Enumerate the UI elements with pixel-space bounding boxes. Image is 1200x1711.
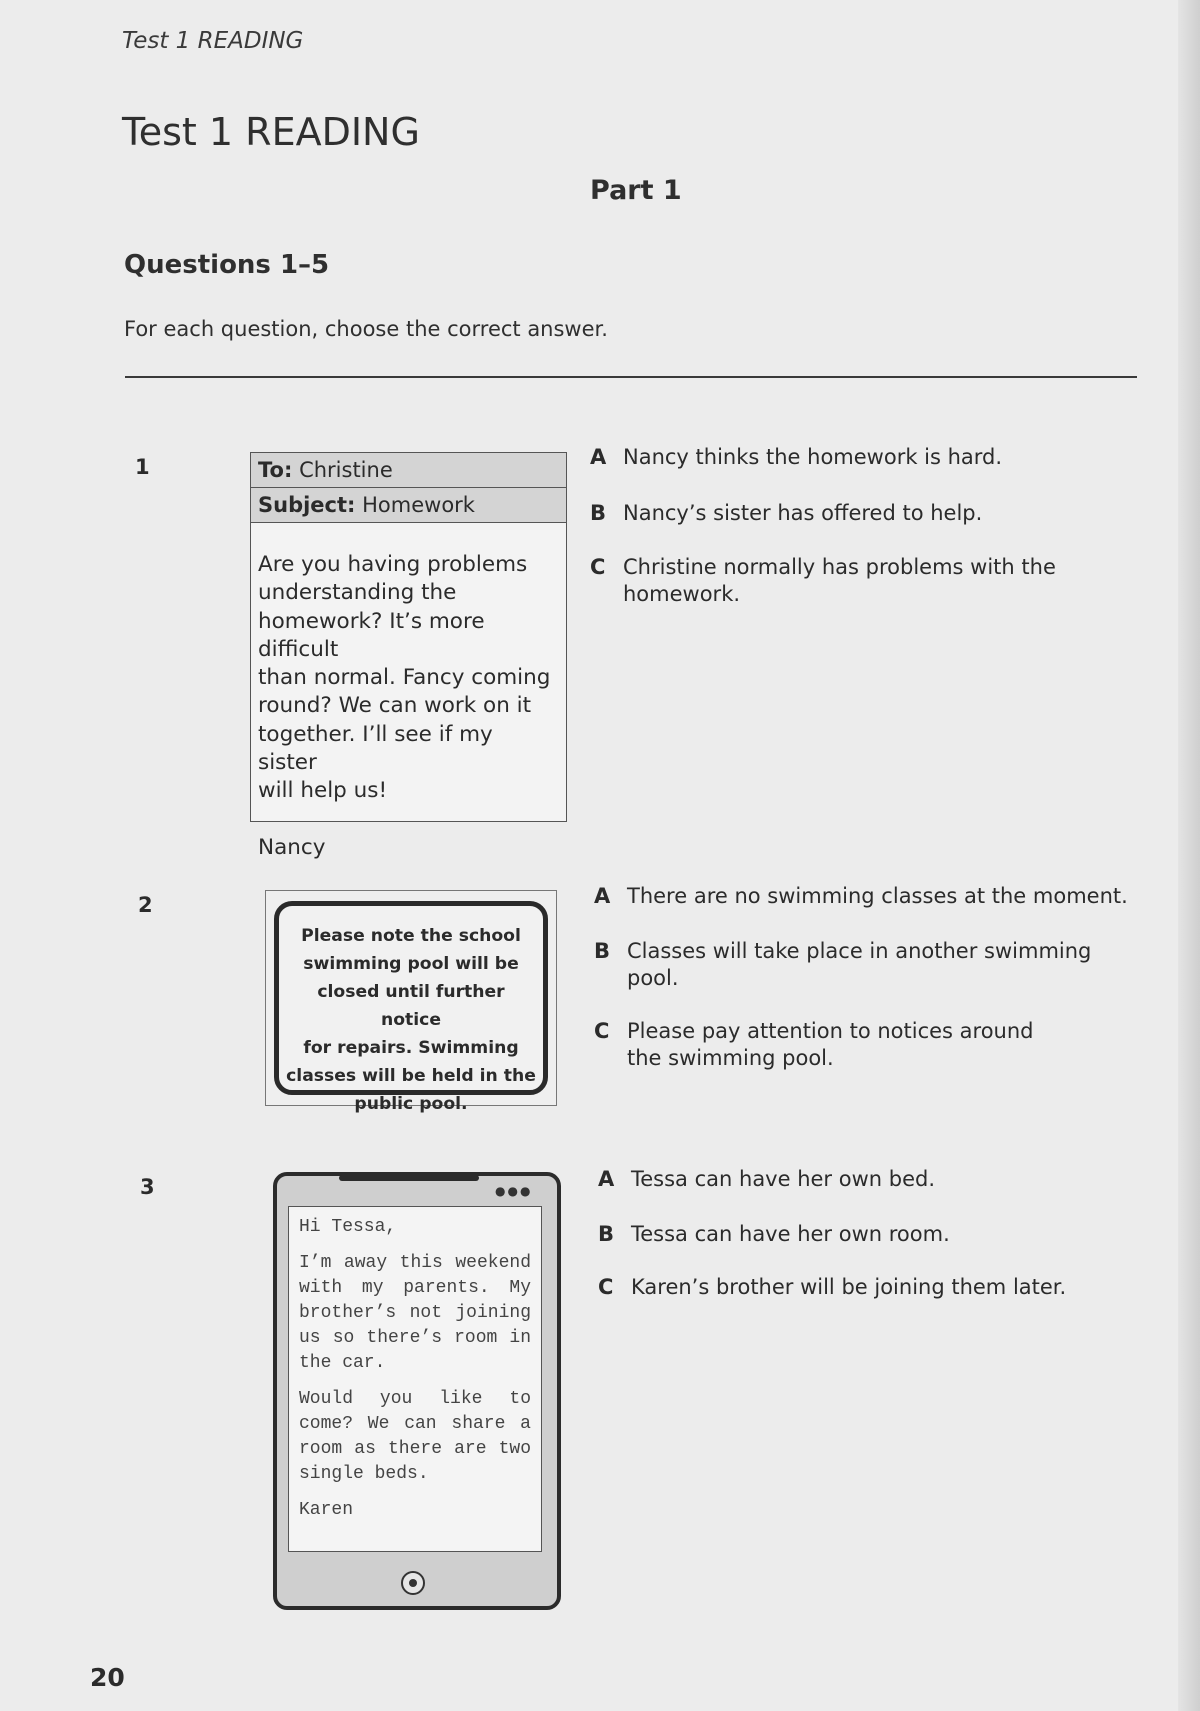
message-paragraph: I’m away this weekend with my parents. My brother’s not joining us so there’s room in the car. <box>299 1253 531 1373</box>
camera-dots-icon: ●●● <box>495 1184 533 1198</box>
page-number: 20 <box>90 1663 125 1692</box>
option-text: Karen’s brother will be joining them later. <box>631 1275 1067 1299</box>
option-c[interactable] <box>598 1274 1118 1301</box>
option-letter: A <box>594 884 611 908</box>
instruction-text: For each question, choose the correct answer. <box>124 317 608 341</box>
notice-line: swimming pool will be <box>303 954 519 974</box>
email-signature: Nancy <box>258 834 326 860</box>
email-subject-label: Subject: <box>258 493 356 517</box>
home-button-icon <box>401 1571 425 1595</box>
option-letter: C <box>590 555 606 579</box>
option-text: Nancy’s sister has offered to help. <box>623 501 983 525</box>
option-text: Tessa can have her own bed. <box>631 1167 936 1191</box>
email-line: Are you having problems <box>258 552 528 577</box>
option-letter: B <box>598 1222 615 1246</box>
phone-screen <box>288 1206 542 1552</box>
email-to-value: Christine <box>299 458 393 482</box>
email-subject-value: Homework <box>362 493 475 517</box>
option-letter: A <box>590 445 607 469</box>
question-number: 3 <box>140 1175 155 1199</box>
running-head: Test 1 READING <box>122 28 304 54</box>
email-line: round? We can work on it <box>258 693 532 719</box>
notice-sign <box>274 901 548 1114</box>
option-letter: A <box>598 1167 615 1191</box>
option-text: Nancy thinks the homework is hard. <box>623 445 1003 469</box>
notice-line: for repairs. Swimming <box>303 1038 519 1058</box>
option-letter: C <box>594 1019 610 1043</box>
email-line: homework? It’s more difficult <box>258 608 485 662</box>
notice-line: closed until further notice <box>317 982 505 1030</box>
option-c[interactable] <box>594 1018 1074 1072</box>
option-c[interactable] <box>590 554 1060 608</box>
option-text: Please pay attention to notices around the swimming pool. <box>627 1019 1034 1070</box>
text-message <box>299 1215 531 1534</box>
notice-line: Please note the school <box>301 926 521 946</box>
section-divider <box>125 376 1137 378</box>
page-edge-shadow <box>1178 0 1200 1711</box>
option-b[interactable] <box>590 500 1110 527</box>
option-letter: C <box>598 1275 614 1299</box>
page-title: Test 1 READING <box>122 110 420 154</box>
notice-line: classes will be held in the <box>286 1066 536 1086</box>
question-number: 1 <box>135 455 150 479</box>
option-text: There are no swimming classes at the moment. <box>627 884 1128 908</box>
email-line: than normal. Fancy coming <box>258 665 551 691</box>
notice-text <box>285 922 537 1118</box>
option-b[interactable] <box>598 1221 1118 1248</box>
option-letter: B <box>594 939 611 963</box>
questions-heading: Questions 1–5 <box>124 250 330 280</box>
email-to-label: To: <box>258 458 293 482</box>
email-line: together. I’ll see if my sister <box>258 721 493 776</box>
email-body <box>251 523 566 862</box>
notice-line: public pool. <box>354 1094 468 1114</box>
option-a[interactable] <box>598 1166 1118 1193</box>
message-paragraph: Would you like to come? We can share a room as there are two single beds. <box>299 1389 531 1484</box>
option-a[interactable] <box>590 444 1110 471</box>
phone-speaker <box>339 1175 479 1181</box>
option-text: Christine normally has problems with the homework. <box>623 555 1056 606</box>
option-text: Classes will take place in another swimming pool. <box>627 939 1092 990</box>
option-text: Tessa can have her own room. <box>631 1222 950 1246</box>
message-signature: Karen <box>299 1500 354 1520</box>
email-subject-row <box>251 488 566 523</box>
option-b[interactable] <box>594 938 1104 992</box>
part-heading: Part 1 <box>590 175 682 206</box>
email-to-row <box>251 453 566 488</box>
email-line: will help us! <box>258 778 388 804</box>
email-line: understanding the <box>258 580 457 606</box>
option-a[interactable] <box>594 883 1134 910</box>
question-number: 2 <box>138 893 153 917</box>
phone-illustration <box>273 1172 561 1610</box>
message-greeting: Hi Tessa, <box>299 1217 397 1237</box>
email-card <box>250 452 567 860</box>
notice-frame <box>265 890 557 1114</box>
option-letter: B <box>590 501 607 525</box>
